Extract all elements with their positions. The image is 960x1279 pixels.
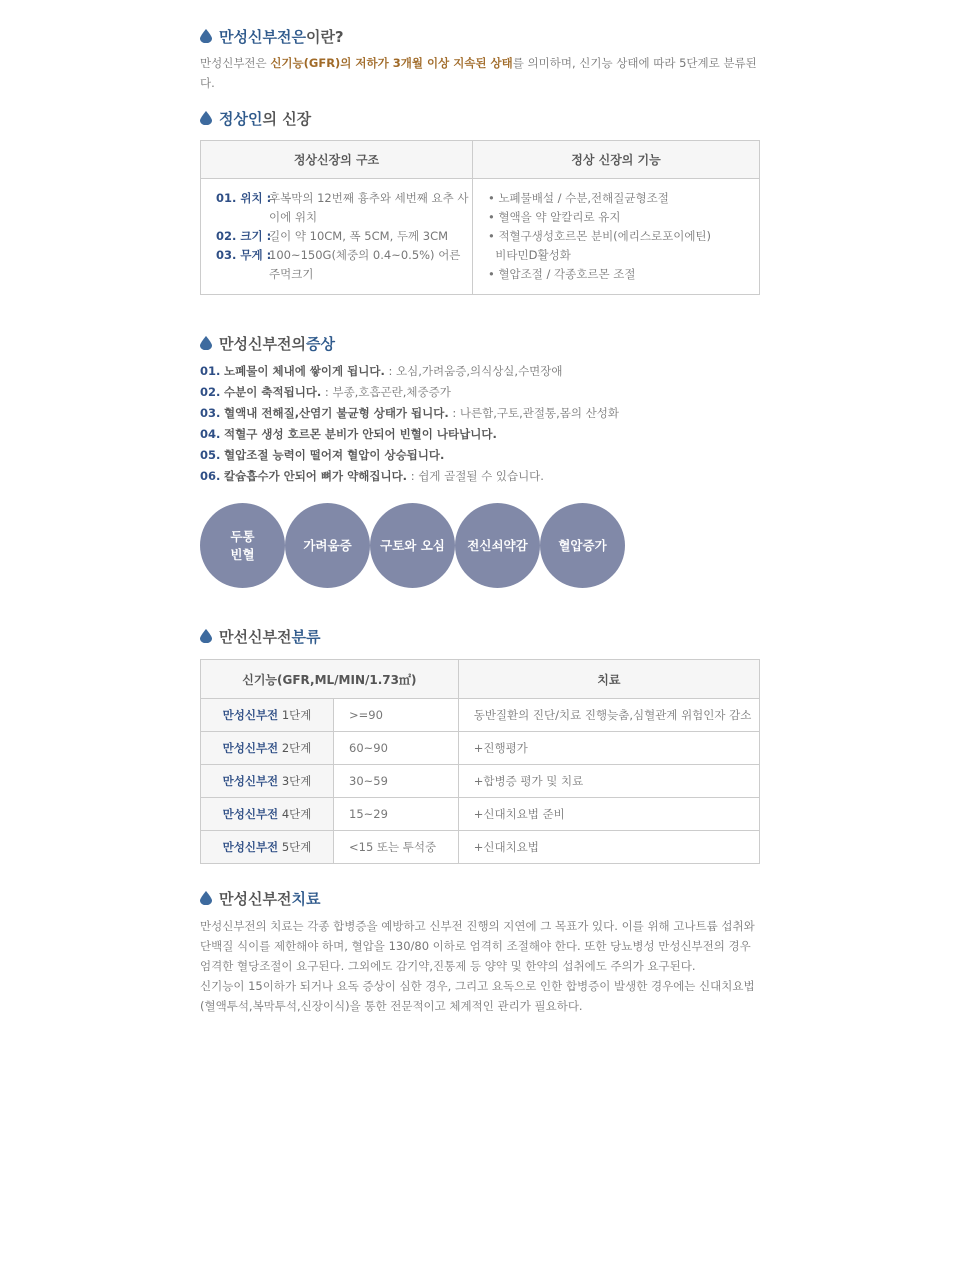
stage-cell xyxy=(201,798,334,831)
normal-kidney-table xyxy=(200,140,760,295)
symptom-circle: 가려움증 xyxy=(285,503,370,588)
structure-item xyxy=(216,246,472,284)
function-item: • 노폐물배설 / 수분,전해질균형조절 xyxy=(488,191,669,205)
symptom-item xyxy=(200,403,619,424)
symptom-title: 수분이 축적됩니다. xyxy=(224,385,322,399)
symptom-detail: : 나른함,구토,관절통,몸의 산성화 xyxy=(448,406,619,420)
symptom-title: 노폐물이 체내에 쌓이게 됩니다. xyxy=(224,364,385,378)
stage-level: 4단계 xyxy=(278,807,312,821)
title-highlight: 정상인 xyxy=(219,109,263,128)
symptom-number: 02. xyxy=(200,385,221,399)
symptom-item xyxy=(200,424,619,445)
table-row xyxy=(201,765,760,798)
symptom-title: 칼슘흡수가 안되어 뼈가 약해집니다. xyxy=(224,469,408,483)
treatment-paragraph-1: 만성신부전의 치료는 각종 합병증을 예방하고 신부전 진행의 지연에 그 목표가 있다. 이를 위해 고나트륨 섭취와 단백질 식이를 제한해야 하며, 혈압을 130/80 이하로 엄격히 조절해야 한다. 또한 당뇨병성 만성신부전의 경우 엄격한 혈당조절이 요구된다. 그외에도 감기약,진통제 등 양약 및 한약의 섭취에도 주의가 요구된다. xyxy=(200,919,755,973)
section-title-classification xyxy=(200,624,320,648)
table-row xyxy=(201,699,760,732)
title-highlight: 분류 xyxy=(291,627,321,646)
structure-value: 길이 약 10CM, 폭 5CM, 두께 3CM xyxy=(269,229,449,243)
stage-cell xyxy=(201,732,334,765)
symptom-item xyxy=(200,466,619,487)
symptom-circle: 전신쇠약감 xyxy=(455,503,540,588)
symptom-title: 혈압조절 능력이 떨어져 혈압이 상승됩니다. xyxy=(224,448,445,462)
stage-level: 2단계 xyxy=(278,741,312,755)
symptom-item xyxy=(200,382,619,403)
symptom-number: 03. xyxy=(200,406,221,420)
symptom-number: 06. xyxy=(200,469,221,483)
structure-value: 후복막의 12번째 흉추와 세번째 요추 사이에 위치 xyxy=(269,191,469,224)
treatment-cell: 동반질환의 진단/치료 진행늦춤,심혈관계 위험인자 감소 xyxy=(458,699,759,732)
gfr-cell: 60~90 xyxy=(334,732,459,765)
function-cell xyxy=(473,179,760,295)
title-rest: 만성신부전 xyxy=(219,889,292,908)
treatment-cell: +합병증 평가 및 치료 xyxy=(458,765,759,798)
section-title-normal-kidney xyxy=(200,106,311,130)
title-rest: 만성신부전의 xyxy=(219,334,306,353)
water-drop-icon xyxy=(200,111,212,125)
table-row xyxy=(201,732,760,765)
function-item: 비타민D활성화 xyxy=(488,248,571,262)
stage-cell xyxy=(201,831,334,864)
stage-name: 만성신부전 xyxy=(222,708,279,722)
gfr-header: 신기능(GFR,ML/MIN/1.73㎡) xyxy=(201,660,459,699)
symptom-list xyxy=(200,361,619,487)
title-highlight: 치료 xyxy=(291,889,321,908)
gfr-cell: 15~29 xyxy=(334,798,459,831)
structure-key: 02. 크기 : xyxy=(216,229,272,243)
symptom-title: 혈액내 전해질,산염기 불균형 상태가 됩니다. xyxy=(224,406,449,420)
stage-level: 3단계 xyxy=(278,774,312,788)
table-row xyxy=(201,831,760,864)
treatment-header: 치료 xyxy=(458,660,759,699)
treatment-cell: +신대치요법 준비 xyxy=(458,798,759,831)
gfr-cell: <15 또는 투석중 xyxy=(334,831,459,864)
stage-cell xyxy=(201,699,334,732)
symptom-detail: : 부종,호흡곤란,체중증가 xyxy=(321,385,451,399)
definition-text xyxy=(200,53,760,93)
title-highlight: 증상 xyxy=(305,334,335,353)
symptom-item xyxy=(200,361,619,382)
structure-header: 정상신장의 구조 xyxy=(201,141,473,179)
definition-text-start: 만성신부전은 xyxy=(200,56,271,70)
water-drop-icon xyxy=(200,629,212,643)
water-drop-icon xyxy=(200,891,212,905)
title-rest: 만선신부전 xyxy=(219,627,292,646)
title-rest: 이란? xyxy=(305,27,344,46)
structure-key: 03. 무게 : xyxy=(216,248,272,262)
structure-value: 100~150G(체중의 0.4~0.5%) 어른 주먹크기 xyxy=(269,248,461,281)
symptom-circle: 혈압증가 xyxy=(540,503,625,588)
gfr-cell: 30~59 xyxy=(334,765,459,798)
symptom-circles xyxy=(200,503,630,589)
structure-cell xyxy=(201,179,473,295)
stage-level: 1단계 xyxy=(278,708,312,722)
function-item: • 적혈구생성호르몬 분비(에리스로포이에틴) xyxy=(488,229,712,243)
stage-name: 만성신부전 xyxy=(222,807,279,821)
water-drop-icon xyxy=(200,29,212,43)
title-rest: 의 신장 xyxy=(262,109,312,128)
structure-item xyxy=(216,189,472,227)
symptom-circle: 구토와 오심 xyxy=(370,503,455,588)
definition-text-end: 를 의미하며, 신기능 상태에 따라 5단계로 분류된다. xyxy=(200,56,757,90)
function-header: 정상 신장의 기능 xyxy=(473,141,760,179)
symptom-detail: : 쉽게 골절될 수 있습니다. xyxy=(407,469,544,483)
symptom-number: 04. xyxy=(200,427,221,441)
section-title-treatment xyxy=(200,886,320,910)
stage-name: 만성신부전 xyxy=(222,774,279,788)
stage-name: 만성신부전 xyxy=(222,840,279,854)
classification-table xyxy=(200,659,760,864)
definition-highlight: 신기능(GFR)의 저하가 3개월 이상 지속된 상태 xyxy=(270,56,513,70)
symptom-number: 01. xyxy=(200,364,221,378)
symptom-title: 적혈구 생성 호르몬 분비가 안되어 빈혈이 나타납니다. xyxy=(224,427,497,441)
symptom-circle: 두통 빈혈 xyxy=(200,503,285,588)
symptom-item xyxy=(200,445,619,466)
gfr-cell: >=90 xyxy=(334,699,459,732)
table-row xyxy=(201,798,760,831)
structure-key: 01. 위치 : xyxy=(216,191,272,205)
section-title-definition xyxy=(200,24,344,48)
function-item: • 혈액을 약 알칼리로 유지 xyxy=(488,210,621,224)
treatment-cell: +신대치요법 xyxy=(458,831,759,864)
water-drop-icon xyxy=(200,336,212,350)
treatment-cell: +진행평가 xyxy=(458,732,759,765)
stage-cell xyxy=(201,765,334,798)
title-highlight: 만성신부전은 xyxy=(219,27,306,46)
symptom-detail: : 오심,가려움증,의식상실,수면장애 xyxy=(384,364,563,378)
symptom-number: 05. xyxy=(200,448,221,462)
stage-level: 5단계 xyxy=(278,840,312,854)
stage-name: 만성신부전 xyxy=(222,741,279,755)
function-item: • 혈압조절 / 각종호르몬 조절 xyxy=(488,267,636,281)
structure-item xyxy=(216,227,472,246)
section-title-symptoms xyxy=(200,331,335,355)
treatment-paragraph-2: 신기능이 15이하가 되거나 요독 증상이 심한 경우, 그리고 요독으로 인한 합병증이 발생한 경우에는 신대치요법(혈액투석,복막투석,신장이식)을 통한 전문적이고 체계적인 관리가 필요하다. xyxy=(200,979,755,1013)
